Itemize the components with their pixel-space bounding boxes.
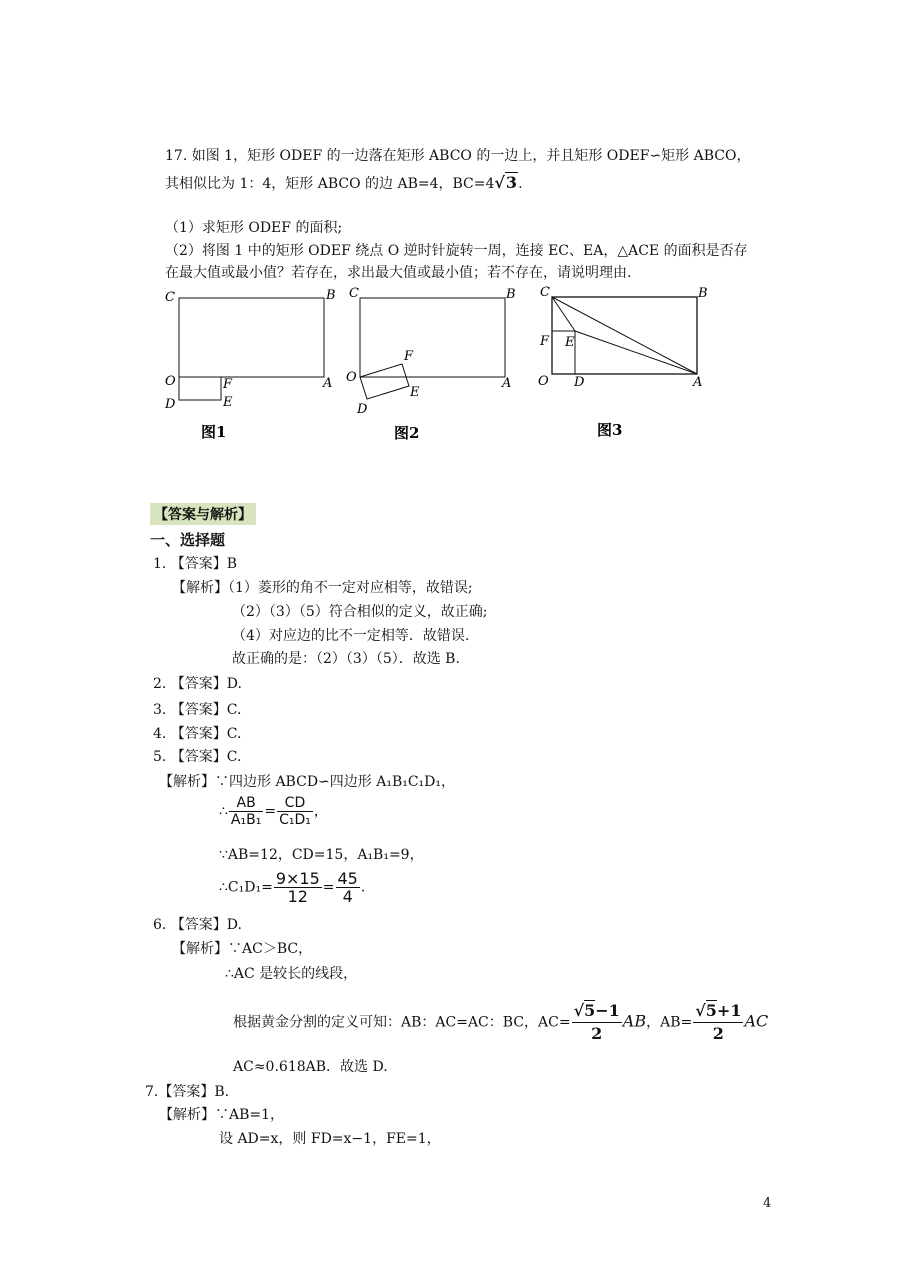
answer-1-explanation-3: （4）对应边的比不一定相等．故错误.	[232, 628, 470, 644]
fig3-label-d: D	[574, 375, 585, 390]
fig2-label-c: C	[349, 286, 359, 301]
problem-line-2-text: 其相似比为 1：4，矩形 ABCO 的边 AB=4，BC=4	[165, 176, 495, 192]
fig1-label-c: C	[165, 290, 175, 305]
answer-7-explanation-1: 【解析】∵AB=1，	[159, 1107, 285, 1123]
fig3-label-b: B	[698, 286, 708, 301]
fraction-cd-c1d1: $\frac{CD}{\text{C₁D₁}}$	[279, 795, 311, 828]
fig2-label-d: D	[357, 402, 368, 417]
fig1-label-f: F	[223, 377, 233, 392]
fraction-sqrt5-minus-1-over-2: $\frac{√5-1}{2}$	[573, 1001, 620, 1043]
question-2-line-1: （2）将图 1 中的矩形 ODEF 绕点 O 逆时针旋转一周，连接 EC、EA，△ACE 的面积是否存	[165, 243, 748, 259]
page-number: 4	[763, 1196, 772, 1211]
fig1-label-e: E	[223, 395, 233, 410]
figure-1	[164, 288, 336, 441]
fraction-9x15-12: $\frac{9\times 15}{12}$	[275, 869, 320, 906]
problem-line-1: 17. 如图 1，矩形 ODEF 的一边落在矩形 ABCO 的一边上，并且矩形 ODEF∽矩形 ABCO，	[165, 148, 751, 164]
figure-2	[346, 286, 516, 442]
fig2-label-e: E	[410, 385, 420, 400]
answer-6-explanation-1: 【解析】∵AC＞BC，	[172, 941, 313, 957]
fig3-label-c: C	[540, 285, 550, 300]
fraction-ab-a1b1: $\frac{AB}{\text{A₁B₁}}$	[230, 795, 262, 828]
fig3-label-o: O	[538, 374, 549, 389]
figure-3	[538, 285, 708, 439]
fig1-label-b: B	[326, 288, 336, 303]
answer-7-explanation-2: 设 AD=x，则 FD=x−1，FE=1，	[219, 1131, 441, 1147]
answer-1-explanation-1: 【解析】（1）菱形的角不一定对应相等，故错误;	[172, 580, 473, 596]
answer-5-result: ∴C₁D₁= $\frac{9\times 15}{12}$ = $\frac{45}{4}$ .	[219, 869, 366, 906]
problem-line-2: 其相似比为 1：4，矩形 ABCO 的边 AB=4，BC=4√3.	[165, 173, 523, 192]
fig3-label-a: A	[693, 375, 703, 390]
answer-6-golden-ratio: 根据黄金分割的定义可知：AB：AC=AC：BC，AC= $\frac{√5-1}{2}$ AB，AB= $\frac{√5+1}{2}$ AC	[233, 1001, 769, 1043]
fig1-label-d: D	[165, 397, 176, 412]
fig2-label-f: F	[404, 349, 414, 364]
question-1: （1）求矩形 ODEF 的面积;	[165, 220, 343, 236]
fraction-45-4: $\frac{45}{4}$	[337, 869, 358, 906]
fraction-sqrt5-plus-1-over-2: $\frac{√5+1}{2}$	[695, 1001, 742, 1043]
answer-6: 6. 【答案】D.	[153, 917, 242, 933]
fig2-label-a: A	[502, 376, 512, 391]
answer-4: 4. 【答案】C.	[153, 726, 242, 742]
answer-1: 1. 【答案】B	[153, 556, 238, 572]
sqrt-3: √3	[494, 173, 518, 192]
answer-5-explanation-3: ∵AB=12，CD=15，A₁B₁=9，	[219, 847, 424, 863]
section-choice-title: 一、选择题	[150, 531, 226, 549]
answer-7: 7.【答案】B.	[145, 1084, 230, 1100]
fig3-label-e: E	[565, 335, 575, 350]
answer-2: 2. 【答案】D.	[153, 676, 242, 692]
fig3-caption: 图3	[597, 421, 623, 439]
figures	[0, 0, 909, 450]
fig1-label-o: O	[165, 374, 176, 389]
fig1-caption: 图1	[201, 423, 227, 441]
answer-section-header: 【答案与解析】	[150, 503, 256, 525]
fig2-label-o: O	[346, 370, 357, 385]
answer-5-ratio: ∴ $\frac{AB}{\text{A₁B₁}}$ = $\frac{CD}{\text{C₁D₁}}$ ，	[219, 795, 328, 828]
answer-3: 3. 【答案】C.	[153, 702, 242, 718]
therefore-symbol: ∴	[219, 803, 228, 820]
fig2-caption: 图2	[394, 424, 420, 442]
answer-5: 5. 【答案】C.	[153, 749, 242, 765]
answer-1-explanation-4: 故正确的是：（2）（3）（5）．故选 B.	[232, 651, 460, 667]
fig3-label-f: F	[540, 334, 550, 349]
question-2-line-2: 在最大值或最小值？若存在，求出最大值或最小值；若不存在，请说明理由.	[165, 265, 632, 281]
answer-5-explanation-1: 【解析】∵四边形 ABCD∽四边形 A₁B₁C₁D₁，	[159, 774, 456, 790]
fig2-label-b: B	[506, 287, 516, 302]
answer-6-explanation-4: AC≈0.618AB．故选 D.	[233, 1059, 388, 1075]
fig1-label-a: A	[323, 376, 333, 391]
answer-6-explanation-2: ∴AC 是较长的线段，	[225, 966, 358, 982]
answer-1-explanation-2: （2）（3）（5）符合相似的定义，故正确;	[232, 604, 488, 620]
